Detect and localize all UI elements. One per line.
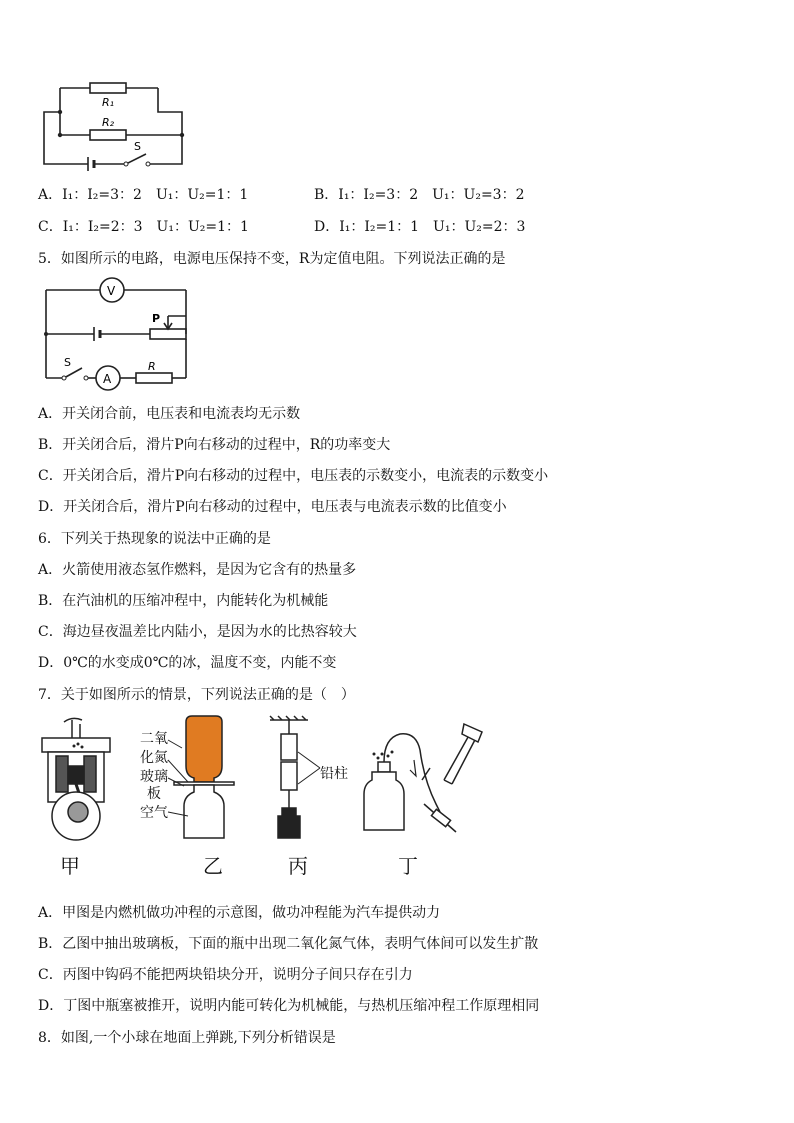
q8-stem: 8．如图,一个小球在地面上弹跳,下列分析错误是 [38,1030,336,1046]
q6-option-a: A．火箭使用液态氢作燃料，是因为它含有的热量多 [38,562,357,578]
q4-option-c: C．I₁：I₂=2：3 U₁：U₂=1：1 [38,219,249,235]
lead-pointer-lines [298,748,322,788]
lead-label: 铅柱 [320,766,348,782]
engine-diagram [38,716,116,844]
figure-label-jia: 甲 [60,854,80,878]
air-label: 空气 [140,805,168,821]
figure-label-bing: 丙 [288,854,308,878]
switch-label: S [134,140,141,153]
q6-option-b: B．在汽油机的压缩冲程中，内能转化为机械能 [38,593,329,609]
q4-option-a: A．I₁：I₂=3：2 U₁：U₂=1：1 [38,187,249,203]
figure-label-yi: 乙 [203,854,223,878]
q4-option-b: B．I₁：I₂=3：2 U₁：U₂=3：2 [314,187,525,203]
q7-option-b: B．乙图中抽出玻璃板，下面的瓶中出现二氧化氮气体，表明气体间可以发生扩散 [38,936,539,952]
q7-option-c: C．丙图中钩码不能把两块铅块分开，说明分子间只存在引力 [38,967,413,983]
gas-label-1: 二氧 [140,731,168,747]
q4-circuit-diagram [38,80,188,172]
pump-bottle-diagram [360,720,484,842]
q7-option-a: A．甲图是内燃机做功冲程的示意图，做功冲程能为汽车提供动力 [38,905,441,921]
r2-label: R₂ [102,116,115,129]
gas-label-2: 化氮 [140,750,168,766]
q7-stem: 7．关于如图所示的情景，下列说法正确的是（ ） [38,687,355,703]
slider-label: P [152,312,161,325]
q5-option-d: D．开关闭合后，滑片P向右移动的过程中，电压表与电流表示数的比值变小 [38,499,507,515]
figure-label-ding: 丁 [398,854,418,878]
q5-circuit-diagram [40,278,192,386]
switch-label: S [64,356,71,369]
q6-option-d: D．0℃的水变成0℃的冰，温度不变，内能不变 [38,655,337,671]
q6-option-c: C．海边昼夜温差比内陆小，是因为水的比热容较大 [38,624,357,640]
plate-label-2: 板 [147,786,161,802]
q5-option-b: B．开关闭合后，滑片P向右移动的过程中，R的功率变大 [38,437,391,453]
q5-option-a: A．开关闭合前，电压表和电流表均无示数 [38,406,301,422]
q4-option-d: D．I₁：I₂=1：1 U₁：U₂=2：3 [314,219,526,235]
plate-label-1: 玻璃 [140,769,168,785]
q5-stem: 5．如图所示的电路，电源电压保持不变，R为定值电阻。下列说法正确的是 [38,251,506,267]
q7-option-d: D．丁图中瓶塞被推开，说明内能可转化为机械能，与热机压缩冲程工作原理相同 [38,998,540,1014]
r1-label: R₁ [102,96,115,109]
q6-stem: 6．下列关于热现象的说法中正确的是 [38,531,271,547]
ammeter-label: A [103,372,112,386]
label-pointer-lines [168,738,208,818]
resistor-label: R [148,360,156,373]
q5-option-c: C．开关闭合后，滑片P向右移动的过程中，电压表的示数变小，电流表的示数变小 [38,468,549,484]
voltmeter-label: V [107,284,116,298]
